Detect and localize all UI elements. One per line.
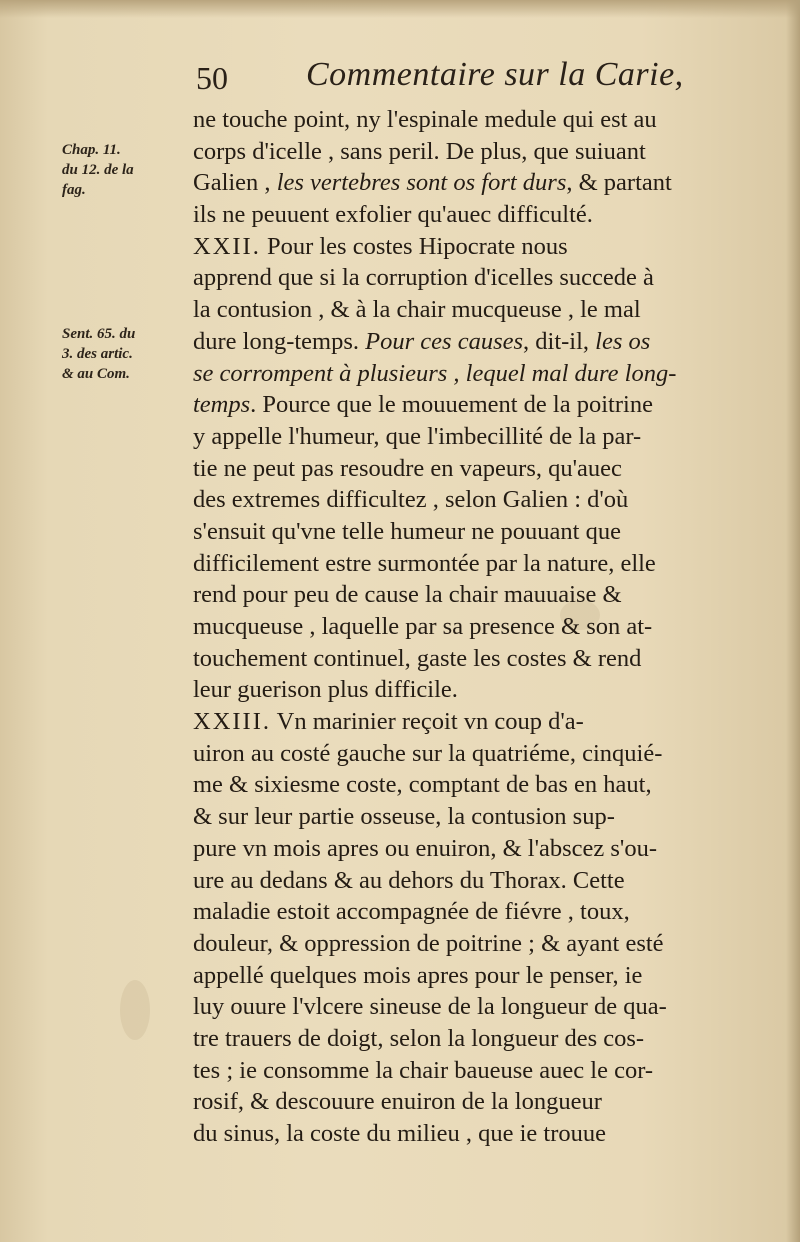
text-segment: douleur, & oppression de poitrine ; & ayant esté — [193, 929, 664, 957]
text-segment: appellé quelques mois apres pour le penser, ie — [193, 961, 643, 989]
text-line — [193, 421, 773, 453]
page-number: 50 — [196, 60, 228, 96]
text-segment: tes ; ie consomme la chair baueuse auec le cor- — [193, 1056, 654, 1084]
page-top-shadow — [0, 0, 800, 18]
page-header — [196, 52, 786, 102]
text-segment: rosif, & descouure enuiron de la longueur — [193, 1088, 602, 1116]
text-segment: corps d'icelle , sans peril. De plus, que suiuant — [193, 137, 646, 165]
text-segment: rend pour peu de cause la chair mauuaise & — [193, 581, 622, 609]
text-line — [193, 136, 773, 168]
text-line — [193, 326, 773, 358]
text-line — [193, 294, 773, 326]
text-line — [193, 1023, 773, 1055]
text-segment: , dit-il, — [523, 327, 596, 355]
text-segment: . Pource que le mouuement de la poitrine — [250, 391, 653, 419]
text-line — [193, 199, 773, 231]
text-segment: tre trauers de doigt, selon la longueur des cos- — [193, 1024, 645, 1052]
text-segment: luy ouure l'vlcere sineuse de la longueur de qua- — [193, 993, 667, 1021]
text-line — [193, 960, 773, 992]
text-segment: Pour les costes Hipocrate nous — [260, 232, 568, 260]
text-segment: uiron au costé gauche sur la quatriéme, cinquié- — [193, 739, 663, 767]
text-segment: tie ne peut pas resoudre en vapeurs, qu'auec — [193, 454, 622, 482]
text-segment: touchement continuel, gaste les costes & rend — [193, 644, 642, 672]
text-line — [193, 833, 773, 865]
text-line — [193, 453, 773, 485]
text-segment: ils ne peuuent exfolier qu'auec difficulté. — [193, 201, 593, 229]
text-segment: apprend que si la corruption d'icelles succede à — [193, 264, 654, 292]
text-line — [193, 706, 773, 738]
margin-note-line: Sent. 65. du — [62, 326, 136, 342]
text-segment: Galien , — [193, 169, 277, 197]
text-segment: difficilement estre surmontée par la nature, elle — [193, 549, 656, 577]
text-segment: temps — [193, 391, 251, 419]
text-line — [193, 231, 773, 263]
text-line — [193, 928, 773, 960]
text-line — [193, 104, 773, 136]
text-segment: maladie estoit accompagnée de fiévre , toux, — [193, 898, 630, 926]
text-segment: & sur leur partie osseuse, la contusion sup- — [193, 803, 615, 831]
text-line — [193, 358, 773, 390]
text-segment: se corrompent à plusieurs , lequel mal dure long- — [193, 359, 677, 387]
text-segment: pure vn mois apres ou enuiron, & l'abscez s'ou- — [193, 834, 658, 862]
text-segment: Vn marinier reçoit vn coup d'a- — [271, 708, 584, 736]
text-line — [193, 769, 773, 801]
text-segment: la contusion , & à la chair mucqueuse , le mal — [193, 296, 641, 324]
text-line — [193, 611, 773, 643]
text-line — [193, 1086, 773, 1118]
text-segment: , & partant — [566, 169, 672, 197]
text-segment: leur guerison plus difficile. — [193, 676, 458, 704]
text-segment: des extremes difficultez , selon Galien : d'où — [193, 486, 629, 514]
margin-note-line: & au Com. — [62, 366, 130, 382]
text-segment: dure long-temps. — [193, 327, 366, 355]
margin-note-line: Chap. 11. — [62, 142, 121, 158]
text-line — [193, 643, 773, 675]
text-line — [193, 1055, 773, 1087]
text-segment: les os — [595, 327, 651, 355]
text-line — [193, 738, 773, 770]
text-segment: mucqueuse , laquelle par sa presence & son at- — [193, 613, 653, 640]
text-line — [193, 991, 773, 1023]
text-line — [193, 801, 773, 833]
text-segment: du sinus, la coste du milieu , que ie trouue — [193, 1120, 607, 1147]
text-segment: s'ensuit qu'vne telle humeur ne pouuant que — [193, 517, 621, 545]
text-line — [193, 674, 773, 706]
margin-note-line: fag. — [62, 182, 86, 198]
section-number: XXIII. — [193, 708, 271, 736]
text-line — [193, 548, 773, 580]
text-line — [193, 389, 773, 421]
text-segment: me & sixiesme coste, comptant de bas en haut, — [193, 771, 652, 799]
text-line — [193, 896, 773, 928]
page-right-shadow — [786, 0, 800, 1242]
text-line — [193, 516, 773, 548]
body-text — [193, 104, 773, 1150]
text-line — [193, 262, 773, 294]
text-segment: ure au dedans & au dehors du Thorax. Cette — [193, 866, 625, 894]
paper-stain — [120, 980, 150, 1040]
margin-note-line: du 12. de la — [62, 162, 134, 178]
margin-note — [62, 324, 135, 384]
text-line — [193, 484, 773, 516]
text-segment: ne touche point, ny l'espinale medule qui est au — [193, 106, 657, 133]
margin-note — [62, 140, 134, 200]
text-segment: Pour ces causes — [365, 327, 524, 355]
text-line — [193, 167, 773, 199]
text-segment: les vertebres sont os fort durs — [276, 169, 567, 197]
section-number: XXII. — [193, 232, 261, 260]
running-title: Commentaire sur la Carie, — [306, 56, 684, 93]
text-line — [193, 865, 773, 897]
margin-note-line: 3. des artic. — [62, 346, 133, 362]
text-line — [193, 579, 773, 611]
text-segment: y appelle l'humeur, que l'imbecillité de la par- — [193, 422, 642, 450]
text-line — [193, 1118, 773, 1150]
